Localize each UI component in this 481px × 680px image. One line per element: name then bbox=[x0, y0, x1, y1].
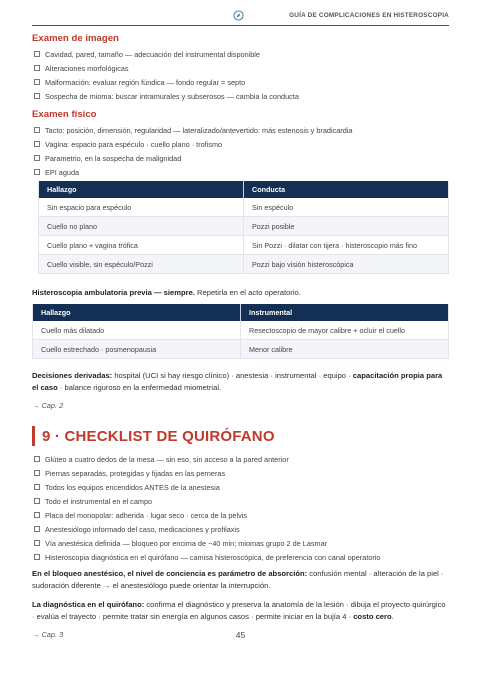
table-cell: Menor calibre bbox=[241, 340, 449, 359]
page-header bbox=[32, 8, 449, 26]
table-row bbox=[33, 321, 449, 340]
ambulatoria-paragraph bbox=[32, 287, 449, 299]
paragraph-bold: costo cero bbox=[353, 612, 392, 621]
table-cell: Sin espacio para espéculo bbox=[39, 198, 244, 217]
checklist-item-label: Malformación: evaluar región fúndica — fondo regular = septo bbox=[45, 77, 246, 87]
table-cell: Cuello más dilatado bbox=[33, 321, 241, 340]
checkbox-icon[interactable] bbox=[34, 540, 40, 546]
table-header-cell: Hallazgo bbox=[39, 181, 244, 198]
checkbox-icon[interactable] bbox=[34, 526, 40, 532]
diagnostica-paragraph bbox=[32, 599, 449, 623]
checklist-item-label: Anestesiólogo informado del caso, medicaciones y profilaxis bbox=[45, 524, 240, 534]
paragraph-text: hospital (UCI si hay riesgo clínico) · anestesia · instrumental · equipo · bbox=[112, 371, 353, 380]
table-cell: Resectoscopio de mayor calibre + ocluir el cuello bbox=[241, 321, 449, 340]
table-cell: Cuello no plano bbox=[39, 217, 244, 236]
checklist-item-label: Histeroscopia diagnóstica en el quirófano — camisa histeroscópica, de preferencia con canal operatorio bbox=[45, 552, 381, 562]
table-cell: Pozzi posible bbox=[244, 217, 449, 236]
table-header-cell: Instrumental bbox=[241, 304, 449, 321]
header-title: GUÍA DE COMPLICACIONES EN HISTEROSCOPIA bbox=[289, 12, 449, 19]
table-header-cell: Hallazgo bbox=[33, 304, 241, 321]
table-cell: Pozzi bajo visión histeroscópica bbox=[244, 255, 449, 274]
checklist-item[interactable] bbox=[32, 494, 449, 508]
chapter-reference[interactable]: → Cap. 3 bbox=[32, 630, 64, 639]
paragraph-bold: La diagnóstica en el quirófano: bbox=[32, 600, 145, 609]
chapter-reference[interactable]: → Cap. 2 bbox=[32, 401, 64, 410]
section-title-fisico: Examen físico bbox=[32, 109, 97, 120]
table-row bbox=[39, 198, 449, 217]
paragraph-bold: Histeroscopia ambulatoria previa — siempre. bbox=[32, 288, 195, 297]
checklist-item[interactable] bbox=[32, 151, 449, 165]
checklist-item-label: Vagina: espacio para espéculo · cuello plano · trofismo bbox=[45, 139, 223, 149]
checklist-item[interactable] bbox=[32, 75, 449, 89]
conducta-table bbox=[38, 181, 449, 274]
compass-icon bbox=[233, 10, 244, 21]
paragraph-text: confusión mental · alteración de la piel · sudoración diferente → el anestesiólogo puede orientar la interrupción. bbox=[32, 569, 444, 590]
checkbox-icon[interactable] bbox=[34, 456, 40, 462]
checkbox-icon[interactable] bbox=[34, 169, 40, 175]
fisico-checklist bbox=[32, 123, 449, 179]
checkbox-icon[interactable] bbox=[34, 484, 40, 490]
table-row bbox=[39, 217, 449, 236]
bloqueo-paragraph bbox=[32, 568, 449, 592]
checkbox-icon[interactable] bbox=[34, 498, 40, 504]
table-row bbox=[33, 340, 449, 359]
decisiones-paragraph bbox=[32, 370, 449, 394]
header-divider bbox=[32, 25, 449, 26]
checklist-item-label: EPI aguda bbox=[45, 167, 80, 177]
checklist-item[interactable] bbox=[32, 536, 449, 550]
checklist-item-label: Piernas separadas, protegidas y fijadas en las perneras bbox=[45, 468, 226, 478]
page-number: 45 bbox=[235, 630, 246, 640]
checklist-item[interactable] bbox=[32, 123, 449, 137]
checkbox-icon[interactable] bbox=[34, 65, 40, 71]
table-cell: Cuello estrechado · posmenopausia bbox=[33, 340, 241, 359]
checklist-item[interactable] bbox=[32, 47, 449, 61]
checklist-item[interactable] bbox=[32, 466, 449, 480]
checklist-item-label: Alteraciones morfológicas bbox=[45, 63, 129, 73]
checkbox-icon[interactable] bbox=[34, 51, 40, 57]
checklist-item-label: Placa del monopolar: adherida · lugar seco · cerca de la pelvis bbox=[45, 510, 247, 520]
checklist-item-label: Todo el instrumental en el campo bbox=[45, 496, 153, 506]
checklist-item[interactable] bbox=[32, 165, 449, 179]
table-cell: Cuello plano + vagina trófica bbox=[39, 236, 244, 255]
table-cell: Sin Pozzi · dilatar con tijera · histeroscopio más fino bbox=[244, 236, 449, 255]
table-row bbox=[39, 236, 449, 255]
page-content bbox=[32, 29, 449, 639]
checkbox-icon[interactable] bbox=[34, 554, 40, 560]
checklist-item-label: Sospecha de mioma: buscar intramurales y subserosos — cambia la conducta bbox=[45, 91, 299, 101]
table-header-row bbox=[39, 181, 449, 198]
checklist-item-label: Todos los equipos encendidos ANTES de la anestesia bbox=[45, 482, 220, 492]
checklist-item[interactable] bbox=[32, 89, 449, 103]
section-title-imagen: Examen de imagen bbox=[32, 33, 119, 44]
checklist-item[interactable] bbox=[32, 452, 449, 466]
paragraph-bold: capacitación propia para el caso bbox=[32, 371, 443, 392]
checkbox-icon[interactable] bbox=[34, 512, 40, 518]
instrumental-table bbox=[32, 304, 449, 359]
checkbox-icon[interactable] bbox=[34, 79, 40, 85]
checklist-item[interactable] bbox=[32, 137, 449, 151]
table-cell: Cuello visible, sin espéculo/Pozzi bbox=[39, 255, 244, 274]
section-heading-text: 9 · CHECKLIST DE QUIRÓFANO bbox=[42, 427, 275, 445]
checkbox-icon[interactable] bbox=[34, 127, 40, 133]
checklist-item[interactable] bbox=[32, 508, 449, 522]
table-header-row bbox=[33, 304, 449, 321]
checkbox-icon[interactable] bbox=[34, 141, 40, 147]
paragraph-bold: En el bloqueo anestésico, el nivel de conciencia es parámetro de absorción: bbox=[32, 569, 308, 578]
checkbox-icon[interactable] bbox=[34, 470, 40, 476]
table-cell: Sin espéculo bbox=[244, 198, 449, 217]
checklist-item-label: Vía anestésica definida — bloqueo por encima de ~40 min; miomas grupo 2 de Lasmar bbox=[45, 538, 328, 548]
paragraph-bold: Decisiones derivadas: bbox=[32, 371, 113, 380]
checklist-item-label: Parametrio, en la sospecha de malignidad bbox=[45, 153, 182, 163]
table-row bbox=[39, 255, 449, 274]
checklist-item-label: Glúteo a cuatro dedos de la mesa — sin eso, sin acceso a la pared anterior bbox=[45, 454, 289, 464]
quirofano-checklist bbox=[32, 452, 449, 564]
imagen-checklist bbox=[32, 47, 449, 103]
heading-accent-bar bbox=[32, 426, 35, 446]
section-heading-checklist bbox=[32, 426, 449, 446]
checkbox-icon[interactable] bbox=[34, 93, 40, 99]
checklist-item[interactable] bbox=[32, 550, 449, 564]
checklist-item[interactable] bbox=[32, 522, 449, 536]
checklist-item[interactable] bbox=[32, 480, 449, 494]
paragraph-text: · balance riguroso en la enfermedad miometrial. bbox=[57, 383, 222, 392]
paragraph-text: Repetirla en el acto operatorio. bbox=[194, 288, 301, 297]
checklist-item[interactable] bbox=[32, 61, 449, 75]
checklist-item-label: Tacto: posición, dimensión, regularidad — lateralizado/antevertido: más estenosis y bradicardia bbox=[45, 125, 353, 135]
table-header-cell: Conducta bbox=[244, 181, 449, 198]
checklist-item-label: Cavidad, pared, tamaño — adecuación del instrumental disponible bbox=[45, 49, 260, 59]
checkbox-icon[interactable] bbox=[34, 155, 40, 161]
paragraph-text: . bbox=[391, 612, 394, 621]
paragraph-text: confirma el diagnóstico y preserva la anatomía de la lesión · dibuja el proyecto quirúrgico · evalúa el trayecto · permite tratar sin energía en algunos casos · permite iniciar en la bujía 4 · bbox=[32, 600, 446, 621]
